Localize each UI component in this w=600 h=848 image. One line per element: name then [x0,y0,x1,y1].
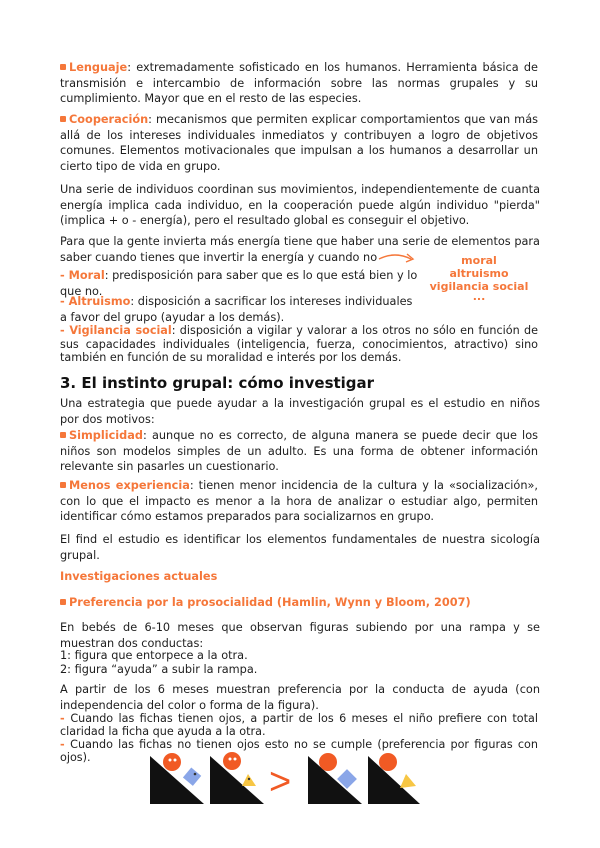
curved-arrow-icon [377,247,423,267]
subheading-investigaciones: Investigaciones actuales [60,570,218,583]
dash-term: Vigilancia social [69,324,172,337]
list-line-1: 1: figura que entorpece a la otra. [60,649,248,662]
dash-text: Cuando las fichas tienen ojos, a partir de los 6 meses el niño prefiere con total claridad la ficha que ayuda a la otra. [60,712,538,739]
side-note-moral: moral [461,254,497,267]
bullet-square-icon [60,482,66,488]
bullet-sep: : [142,429,152,442]
side-note-altruismo: altruismo [449,267,509,280]
side-note [420,254,538,301]
greater-than-symbol: > [269,761,292,803]
side-note-vigilancia: vigilancia social [429,280,529,293]
dash-item-altruismo: - Altruismo: disposición a sacrificar los intereses individuales a favor del grupo (ayudar a los demás). [60,295,413,324]
ramp-figures-illustration [148,748,422,806]
paragraph-strategy: Una estrategia que puede ayudar a la investigación grupal es el estudio en niños por dos motivos: [60,397,540,426]
circle-figure [379,753,397,771]
paragraph-energy: Para que la gente invierta más energía tiene que haber una serie de elementos para saber cuando tienes que invertir la energía y cuando no [60,235,540,264]
bullet-menos-experiencia [60,478,538,525]
bullet-term: Menos experiencia [69,479,190,492]
bullet-lenguaje [60,60,538,107]
dash-item-moral: - Moral: predisposición para saber que es lo que está bien y lo que no. [60,269,418,298]
paragraph-preference: A partir de los 6 meses muestran preferencia por la conducta de ayuda (con independencia del color o forma de la figura). [60,683,540,712]
dash-text: : disposición a sacrificar los intereses individuales a favor del grupo (ayudar a los demás). [60,295,413,324]
paragraph-goal: El find el estudio es identificar los elementos fundamentales de nuestra sicología grupal. [60,533,540,562]
triangle-figure [400,774,416,788]
bullet-sep: : [189,479,199,492]
study-title-text: Preferencia por la prosocialidad (Hamlin, Wynn y Bloom, 2007) [69,596,471,609]
bullet-cooperacion [60,112,538,174]
bullet-text: extremadamente sofisticado en los humanos. Herramienta básica de transmisión e intercambio de información sobre las normas grupales y su cumplimiento. Mayor que en el resto de las especies. [60,61,538,106]
bullet-text: aunque no es correcto, de alguna manera se puede decir que los niños son modelos simples de un adulto. Es una forma de obtener información relevante sin pasarles un cuestionario. [60,429,538,474]
dash-term: Altruismo [68,295,131,308]
dash-text: Cuando las fichas no tienen ojos esto no se cumple (preferencia por figuras con ojos). [60,738,538,765]
dash-term: Moral [68,269,105,282]
bullet-square-icon [60,599,66,605]
bullet-term: Cooperación [69,113,149,126]
dash-item-vigilancia: - Vigilancia social: disposición a vigilar y valorar a los otros no sólo en función de sus capacidades individuales (inteligencia, fuerza, conocimientos, atractivo) sino también en función de su moralidad e interés por los demás. [60,324,538,364]
dash-text: : disposición a vigilar y valorar a los otros no sólo en función de sus capacidades individuales (inteligencia, fuerza, conocimientos, atractivo) sino también en función de su moralidad e interés por los demás. [60,324,538,364]
study-title [60,596,471,609]
bullet-text: tienen menor incidencia de la cultura y la «socialización», con lo que el impacto es menor a la hora de analizar o estudiar algo, permiten identificar cómo estamos preparados para socializarnos en grupo. [60,479,538,524]
bullet-sep: : [148,113,156,126]
bullet-simplicidad [60,428,538,475]
bullet-square-icon [60,116,66,122]
bullet-square-icon [60,64,66,70]
bullet-square-icon [60,432,66,438]
bullet-text: mecanismos que permiten explicar comportamientos que van más allá de los intereses individuales inmediatos y contribuyen a logro de objetivos comunes. Elementos motivacionales que impulsan a los humanos a desarrollar un cierto tipo de vida en grupo. [60,113,538,173]
dash-item-sin-ojos: - Cuando las fichas no tienen ojos esto no se cumple (preferencia por figuras con ojos). [60,738,538,765]
side-note-ellipsis: ... [472,290,486,303]
dash-item-ojos: - Cuando las fichas tienen ojos, a partir de los 6 meses el niño prefiere con total claridad la ficha que ayuda a la otra. [60,712,538,739]
paragraph-bebes: En bebés de 6-10 meses que observan figuras subiendo por una rampa y se muestran dos conductas: [60,621,540,650]
circle-figure-with-eyes [163,753,181,771]
bullet-sep: : [127,61,137,74]
square-figure [183,768,201,786]
circle-figure [319,753,337,771]
paragraph-coordination: Una serie de individuos coordinan sus movimientos, independientemente de cuanta energía implica cada individuo, en la cooperación puede algún individuo "pierda" (implica + o - energía), pero el resultado global es conseguir el objetivo. [60,183,540,228]
bullet-term: Simplicidad [69,429,143,442]
section-title: 3. El instinto grupal: cómo investigar [60,374,375,392]
bullet-term: Lenguaje [69,61,128,74]
list-line-2: 2: figura “ayuda” a subir la rampa. [60,663,258,676]
circle-figure-with-eyes [223,752,241,770]
dash-text: : predisposición para saber que es lo que está bien y lo que no. [60,269,418,298]
